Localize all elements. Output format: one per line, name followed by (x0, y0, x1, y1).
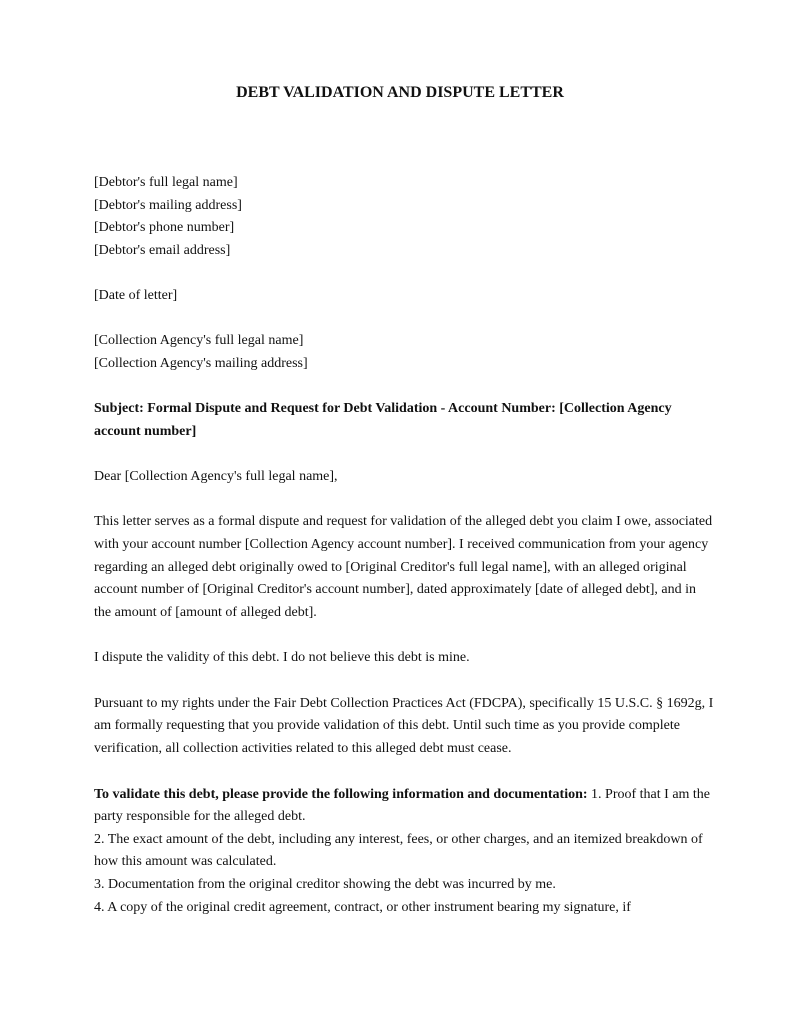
sender-name: [Debtor's full legal name] (94, 175, 238, 190)
request-item-4: 4. A copy of the original credit agreement, contract, or other instrument bearing my signature, if (94, 899, 631, 915)
request-item-2: 2. The exact amount of the debt, including any interest, fees, or other charges, and an itemized breakdown of how this amount was calculated. (94, 831, 703, 870)
request-heading: To validate this debt, please provide the following information and documentation: (94, 786, 588, 802)
salutation: Dear [Collection Agency's full legal name], (94, 468, 338, 484)
recipient-address: [Collection Agency's mailing address] (94, 355, 308, 371)
sender-address: [Debtor's mailing address] (94, 197, 242, 213)
request-list (94, 784, 714, 829)
sender-email: [Debtor's email address] (94, 242, 231, 258)
paragraph-fdcpa: Pursuant to my rights under the Fair Debt Collection Practices Act (FDCPA), specifically 15 U.S.C. § 1692g, I am formally requesting that you provide validation of this debt. Until such time as you provide complete verification, all collection activities related to this alleged debt must cease. (94, 695, 714, 757)
request-item-1: 1. Proof that I am the party responsible for the alleged debt. (94, 786, 711, 825)
sender-block (94, 172, 714, 262)
sender-phone: [Debtor's phone number] (94, 220, 235, 236)
letter-title: DEBT VALIDATION AND DISPUTE LETTER (236, 84, 564, 101)
request-item-3: 3. Documentation from the original creditor showing the debt was incurred by me. (94, 877, 556, 893)
letter-body (94, 172, 714, 919)
recipient-name: [Collection Agency's full legal name] (94, 333, 304, 349)
letter-subject: Subject: Formal Dispute and Request for Debt Validation - Account Number: [Collection Agency account number] (94, 400, 672, 439)
paragraph-dispute-intro: This letter serves as a formal dispute and request for validation of the alleged debt you claim I owe, associated with your account number [Collection Agency account number]. I received communication from your agency regarding an alleged debt originally owed to [Original Creditor's full legal name], with an alleged original account number of [Original Creditor's account number], dated approximately [date of alleged debt], and in the amount of [amount of alleged debt]. (94, 514, 713, 620)
paragraph-dispute-statement: I dispute the validity of this debt. I do not believe this debt is mine. (94, 650, 470, 666)
letter-date: [Date of letter] (94, 287, 178, 303)
recipient-block (94, 330, 714, 375)
